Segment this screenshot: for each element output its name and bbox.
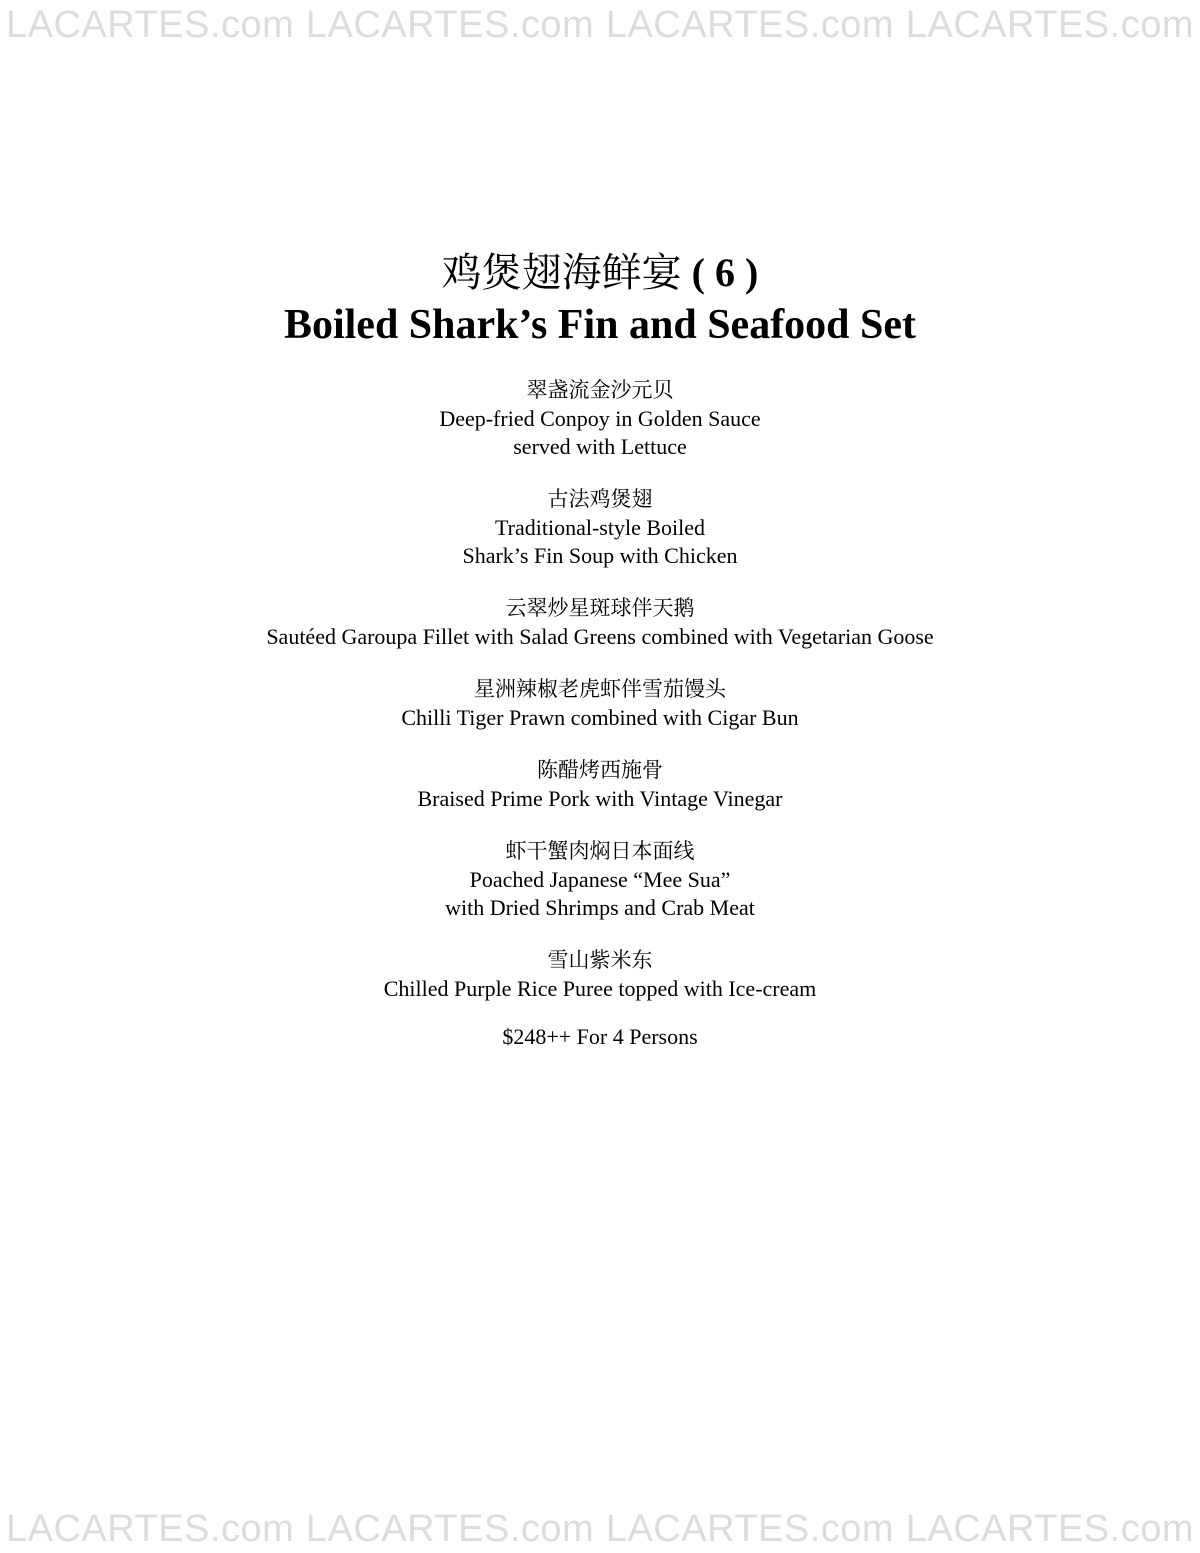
watermark-top [0, 4, 1200, 47]
course-name-english: Poached Japanese “Mee Sua” [469, 867, 731, 892]
watermark-text: LACARTES.com [605, 4, 895, 46]
menu-title-chinese [0, 248, 1200, 298]
course-name-chinese: 星洲辣椒老虎虾伴雪茄馒头 [474, 677, 726, 701]
course-item [0, 675, 1200, 732]
course-name-chinese: 雪山紫米东 [547, 948, 653, 972]
watermark-text: LACARTES.com [905, 4, 1194, 46]
menu-set-number: ( 6 ) [691, 250, 759, 295]
course-name-chinese: 虾干蟹肉焖日本面线 [505, 839, 695, 863]
course-name-english: served with Lettuce [513, 434, 687, 459]
watermark-text: LACARTES.com [305, 4, 595, 46]
watermark-text: LACARTES.com [6, 1508, 295, 1550]
course-name-chinese: 古法鸡煲翅 [547, 487, 653, 511]
menu-page [0, 248, 1200, 1051]
course-name-english: Sautéed Garoupa Fillet with Salad Greens combined with Vegetarian Goose [266, 624, 934, 649]
course-item [0, 837, 1200, 922]
course-item [0, 485, 1200, 570]
course-name-chinese: 云翠炒星斑球伴天鹅 [505, 596, 695, 620]
watermark-text: LACARTES.com [905, 1508, 1194, 1550]
set-price: $248++ For 4 Persons [502, 1024, 698, 1049]
course-name-english: Braised Prime Pork with Vintage Vinegar [417, 786, 783, 811]
course-name-english: with Dried Shrimps and Crab Meat [445, 895, 755, 920]
course-name-english: Shark’s Fin Soup with Chicken [462, 543, 738, 568]
course-name-chinese: 陈醋烤西施骨 [537, 758, 663, 782]
course-item [0, 376, 1200, 461]
course-name-english: Traditional-style Boiled [494, 515, 705, 540]
course-name-english: Chilled Purple Rice Puree topped with Ice-cream [383, 976, 817, 1001]
watermark-text: LACARTES.com [305, 1508, 595, 1550]
watermark-bottom [0, 1508, 1200, 1551]
menu-title-chinese-text: 鸡煲翅海鲜宴 [441, 250, 682, 295]
menu-title-english: Boiled Shark’s Fin and Seafood Set [283, 302, 917, 348]
course-name-english: Deep-fried Conpoy in Golden Sauce [439, 406, 761, 431]
course-item [0, 946, 1200, 1003]
course-item [0, 756, 1200, 813]
course-name-english: Chilli Tiger Prawn combined with Cigar Bun [401, 705, 799, 730]
watermark-text: LACARTES.com [6, 4, 295, 46]
course-name-chinese: 翠盏流金沙元贝 [526, 378, 674, 402]
course-item [0, 594, 1200, 651]
watermark-text: LACARTES.com [605, 1508, 895, 1550]
